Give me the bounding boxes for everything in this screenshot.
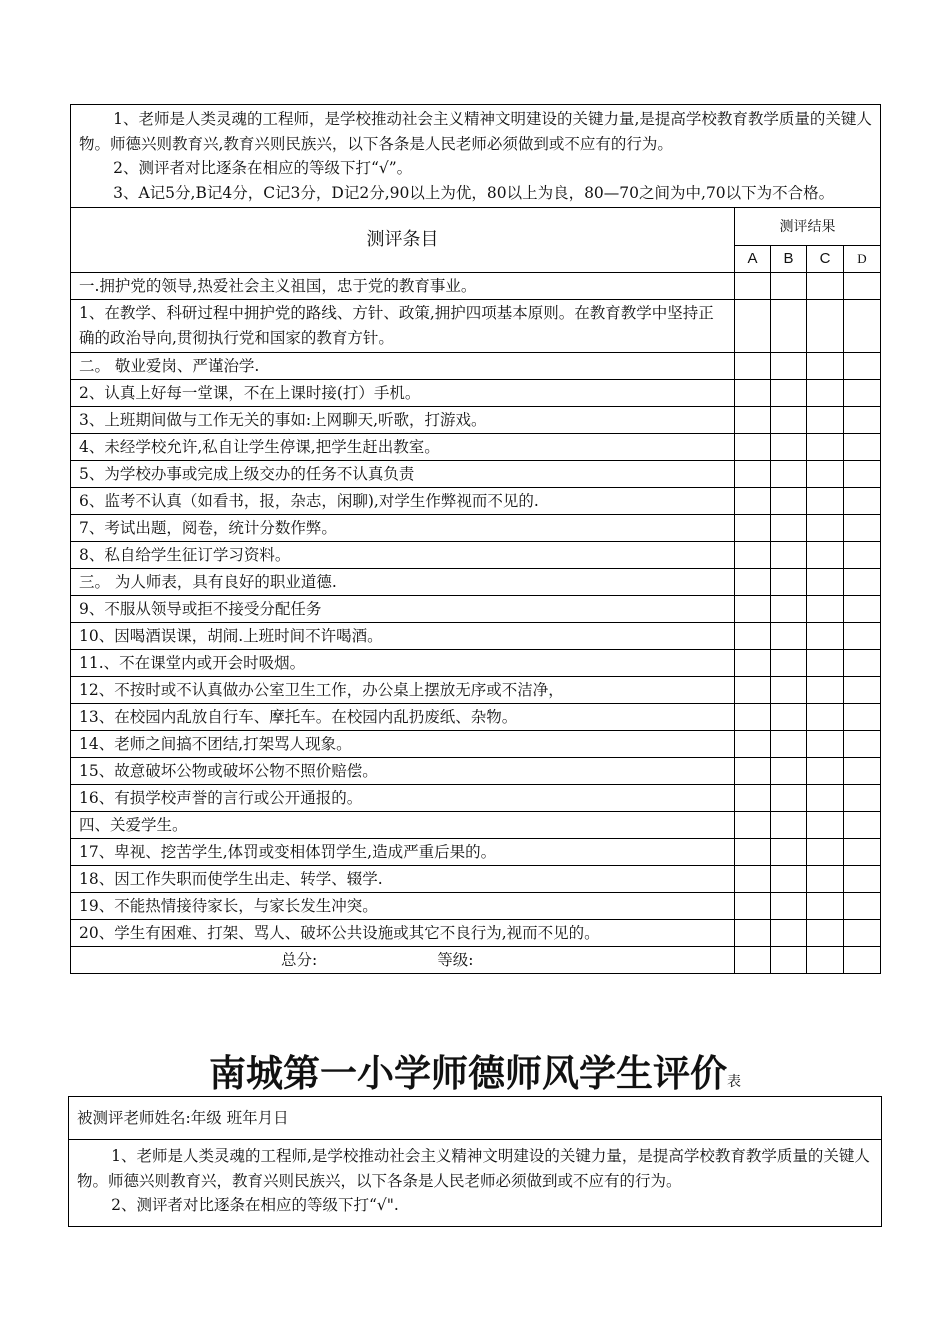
item-text: 13、在校园内乱放自行车、摩托车。在校园内乱扔废纸、杂物。 [71, 704, 735, 731]
grade-a-checkbox-cell[interactable] [735, 650, 771, 677]
grade-d-checkbox-cell[interactable] [844, 596, 881, 623]
grade-d-checkbox-cell[interactable] [844, 542, 881, 569]
grade-c-checkbox-cell[interactable] [807, 380, 844, 407]
grade-c-checkbox-cell[interactable] [807, 650, 844, 677]
grade-b-checkbox-cell[interactable] [771, 461, 807, 488]
grade-d-checkbox-cell[interactable] [844, 515, 881, 542]
item-text: 20、学生有困难、打架、骂人、破坏公共设施或其它不良行为,视而不见的。 [71, 920, 735, 947]
grade-a-checkbox-cell[interactable] [735, 461, 771, 488]
total-grade-c-cell [807, 947, 844, 974]
item-text: 2、认真上好每一堂课，不在上课时接(打）手机。 [71, 380, 735, 407]
table-row [71, 380, 881, 407]
grade-b-checkbox-cell[interactable] [771, 893, 807, 920]
instruction-3: 3、A记5分,B记4分，C记3分，D记2分,90以上为优，80以上为良，80—70之间为中,70以下为不合格。 [113, 183, 835, 202]
table-row [71, 300, 881, 353]
item-text: 19、不能热情接待家长，与家长发生冲突。 [71, 893, 735, 920]
total-score-label: 总分: [281, 951, 318, 969]
grade-level-label: 等级: [437, 951, 474, 969]
item-text: 16、有损学校声誉的言行或公开通报的。 [71, 785, 735, 812]
grade-c-checkbox-cell[interactable] [807, 488, 844, 515]
grade-d-checkbox-cell[interactable] [844, 866, 881, 893]
grade-d-checkbox-cell[interactable] [844, 704, 881, 731]
table-row [71, 839, 881, 866]
table-row [71, 650, 881, 677]
grade-c-checkbox-cell[interactable] [807, 704, 844, 731]
item-column-header: 测评条目 [71, 208, 735, 273]
item-text: 18、因工作失职而使学生出走、转学、辍学. [71, 866, 735, 893]
grade-b-header: B [771, 246, 807, 273]
second-form-table [68, 1096, 882, 1227]
grade-c-checkbox-cell[interactable] [807, 407, 844, 434]
item-text: 14、老师之间搞不团结,打架骂人现象。 [71, 731, 735, 758]
grade-b-checkbox-cell[interactable] [771, 569, 807, 596]
item-text: 二。 敬业爱岗、严谨治学. [71, 353, 735, 380]
table-row [71, 461, 881, 488]
table-row [71, 353, 881, 380]
table-row [71, 677, 881, 704]
table-row [71, 569, 881, 596]
item-text: 6、监考不认真（如看书，报，杂志，闲聊),对学生作弊视而不见的. [71, 488, 735, 515]
item-text: 8、私自给学生征订学习资料。 [71, 542, 735, 569]
grade-a-checkbox-cell[interactable] [735, 515, 771, 542]
total-grade-b-cell [771, 947, 807, 974]
grade-a-checkbox-cell[interactable] [735, 596, 771, 623]
grade-b-checkbox-cell[interactable] [771, 542, 807, 569]
item-text: 三。 为人师表，具有良好的职业道德. [71, 569, 735, 596]
grade-b-checkbox-cell[interactable] [771, 839, 807, 866]
table-row [71, 273, 881, 300]
grade-b-checkbox-cell[interactable] [771, 300, 807, 353]
grade-a-checkbox-cell[interactable] [735, 704, 771, 731]
grade-b-checkbox-cell[interactable] [771, 704, 807, 731]
grade-a-checkbox-cell[interactable] [735, 785, 771, 812]
grade-d-checkbox-cell[interactable] [844, 407, 881, 434]
grade-a-checkbox-cell[interactable] [735, 758, 771, 785]
grade-b-checkbox-cell[interactable] [771, 758, 807, 785]
grade-a-checkbox-cell[interactable] [735, 677, 771, 704]
table-row [71, 704, 881, 731]
grade-c-checkbox-cell[interactable] [807, 758, 844, 785]
grade-d-checkbox-cell[interactable] [844, 434, 881, 461]
instructions [71, 105, 881, 208]
grade-b-checkbox-cell[interactable] [771, 434, 807, 461]
grade-d-checkbox-cell[interactable] [844, 758, 881, 785]
grade-c-checkbox-cell[interactable] [807, 920, 844, 947]
grade-c-checkbox-cell[interactable] [807, 461, 844, 488]
item-text: 1、在教学、科研过程中拥护党的路线、方针、政策,拥护四项基本原则。在教育教学中坚持正确的政治导向,贯彻执行党和国家的教育方针。 [71, 300, 735, 353]
table-row [71, 866, 881, 893]
grade-c-checkbox-cell[interactable] [807, 623, 844, 650]
grade-a-checkbox-cell[interactable] [735, 273, 771, 300]
grade-c-checkbox-cell[interactable] [807, 812, 844, 839]
grade-d-checkbox-cell[interactable] [844, 488, 881, 515]
item-text: 四、关爱学生。 [71, 812, 735, 839]
grade-b-checkbox-cell[interactable] [771, 866, 807, 893]
item-text: 7、考试出题，阅卷，统计分数作弊。 [71, 515, 735, 542]
second-instruction-1: 1、老师是人类灵魂的工程师,是学校推动社会主义精神文明建设的关键力量，是提高学校教育教学质量的关键人物。师德兴则教育兴，教育兴则民族兴，以下各条是人民老师必须做到或不应有的行为。 [77, 1147, 870, 1190]
grade-a-checkbox-cell[interactable] [735, 488, 771, 515]
total-grade-a-cell [735, 947, 771, 974]
grade-a-checkbox-cell[interactable] [735, 542, 771, 569]
grade-b-checkbox-cell[interactable] [771, 623, 807, 650]
grade-c-checkbox-cell[interactable] [807, 596, 844, 623]
grade-d-checkbox-cell[interactable] [844, 380, 881, 407]
evaluation-table [70, 104, 881, 974]
table-row [71, 596, 881, 623]
grade-a-checkbox-cell[interactable] [735, 407, 771, 434]
table-row [71, 758, 881, 785]
grade-d-checkbox-cell[interactable] [844, 785, 881, 812]
grade-b-checkbox-cell[interactable] [771, 273, 807, 300]
form-title-suffix: 表 [727, 1074, 741, 1090]
table-row [71, 920, 881, 947]
grade-b-checkbox-cell[interactable] [771, 650, 807, 677]
instruction-1: 1、老师是人类灵魂的工程师，是学校推动社会主义精神文明建设的关键力量,是提高学校教育教学质量的关键人物。师德兴则教育兴,教育兴则民族兴，以下各条是人民老师必须做到或不应有的行为。 [79, 110, 872, 153]
grade-b-checkbox-cell[interactable] [771, 515, 807, 542]
grade-a-checkbox-cell[interactable] [735, 300, 771, 353]
grade-c-checkbox-cell[interactable] [807, 785, 844, 812]
evaluation-form [70, 104, 880, 974]
table-row [71, 893, 881, 920]
teacher-info-line: 被测评老师姓名:年级 班年月日 [69, 1097, 882, 1140]
grade-d-checkbox-cell[interactable] [844, 650, 881, 677]
grade-c-checkbox-cell[interactable] [807, 866, 844, 893]
grade-b-checkbox-cell[interactable] [771, 353, 807, 380]
grade-a-checkbox-cell[interactable] [735, 920, 771, 947]
grade-b-checkbox-cell[interactable] [771, 380, 807, 407]
grade-b-checkbox-cell[interactable] [771, 677, 807, 704]
grade-c-checkbox-cell[interactable] [807, 569, 844, 596]
table-row [71, 488, 881, 515]
grade-d-checkbox-cell[interactable] [844, 731, 881, 758]
table-row [71, 623, 881, 650]
grade-b-checkbox-cell[interactable] [771, 596, 807, 623]
result-column-header: 测评结果 [735, 208, 881, 246]
grade-b-checkbox-cell[interactable] [771, 731, 807, 758]
grade-b-checkbox-cell[interactable] [771, 920, 807, 947]
grade-b-checkbox-cell[interactable] [771, 407, 807, 434]
grade-c-checkbox-cell[interactable] [807, 542, 844, 569]
grade-d-checkbox-cell[interactable] [844, 893, 881, 920]
item-text: 3、上班期间做与工作无关的事如:上网聊天,听歌，打游戏。 [71, 407, 735, 434]
grade-d-checkbox-cell[interactable] [844, 839, 881, 866]
grade-c-checkbox-cell[interactable] [807, 353, 844, 380]
grade-d-checkbox-cell[interactable] [844, 677, 881, 704]
grade-c-checkbox-cell[interactable] [807, 300, 844, 353]
grade-d-checkbox-cell[interactable] [844, 461, 881, 488]
item-text: 5、为学校办事或完成上级交办的任务不认真负责 [71, 461, 735, 488]
item-text: 10、因喝酒误课，胡闹.上班时间不许喝酒。 [71, 623, 735, 650]
table-row [71, 434, 881, 461]
grade-d-checkbox-cell[interactable] [844, 353, 881, 380]
grade-a-checkbox-cell[interactable] [735, 569, 771, 596]
grade-a-checkbox-cell[interactable] [735, 866, 771, 893]
grade-c-checkbox-cell[interactable] [807, 731, 844, 758]
second-instruction-2: 2、测评者对比逐条在相应的等级下打“√". [111, 1196, 399, 1214]
grade-b-checkbox-cell[interactable] [771, 785, 807, 812]
table-row [71, 515, 881, 542]
item-text: 4、未经学校允许,私自让学生停课,把学生赶出教室。 [71, 434, 735, 461]
item-text: 9、不服从领导或拒不接受分配任务 [71, 596, 735, 623]
grade-c-checkbox-cell[interactable] [807, 515, 844, 542]
grade-a-header: A [735, 246, 771, 273]
grade-a-checkbox-cell[interactable] [735, 839, 771, 866]
total-grade-d-cell [844, 947, 881, 974]
grade-a-checkbox-cell[interactable] [735, 812, 771, 839]
table-row [71, 812, 881, 839]
grade-d-checkbox-cell[interactable] [844, 569, 881, 596]
item-text: 15、故意破坏公物或破坏公物不照价赔偿。 [71, 758, 735, 785]
table-row [71, 542, 881, 569]
table-row [71, 731, 881, 758]
grade-c-checkbox-cell[interactable] [807, 893, 844, 920]
item-text: 12、不按时或不认真做办公室卫生工作，办公桌上摆放无序或不洁净， [71, 677, 735, 704]
grade-d-checkbox-cell[interactable] [844, 273, 881, 300]
grade-d-checkbox-cell[interactable] [844, 300, 881, 353]
grade-b-checkbox-cell[interactable] [771, 812, 807, 839]
table-row [71, 407, 881, 434]
item-text: 一.拥护党的领导,热爱社会主义祖国，忠于党的教育事业。 [71, 273, 735, 300]
grade-a-checkbox-cell[interactable] [735, 731, 771, 758]
instruction-2: 2、测评者对比逐条在相应的等级下打“√”。 [113, 159, 413, 177]
grade-d-checkbox-cell[interactable] [844, 623, 881, 650]
grade-c-checkbox-cell[interactable] [807, 434, 844, 461]
grade-a-checkbox-cell[interactable] [735, 434, 771, 461]
grade-a-checkbox-cell[interactable] [735, 623, 771, 650]
item-text: 11.、不在课堂内或开会时吸烟。 [71, 650, 735, 677]
item-text: 17、卑视、挖苦学生,体罚或变相体罚学生,造成严重后果的。 [71, 839, 735, 866]
grade-d-checkbox-cell[interactable] [844, 920, 881, 947]
table-row [71, 785, 881, 812]
total-cell [71, 947, 735, 974]
grade-c-header: C [807, 246, 844, 273]
grade-c-checkbox-cell[interactable] [807, 839, 844, 866]
grade-c-checkbox-cell[interactable] [807, 273, 844, 300]
grade-a-checkbox-cell[interactable] [735, 893, 771, 920]
grade-a-checkbox-cell[interactable] [735, 353, 771, 380]
grade-c-checkbox-cell[interactable] [807, 677, 844, 704]
grade-b-checkbox-cell[interactable] [771, 488, 807, 515]
form-title-main: 南城第一小学师德师风学生评价 [209, 1052, 727, 1095]
grade-d-checkbox-cell[interactable] [844, 812, 881, 839]
second-instructions [69, 1140, 882, 1227]
grade-d-header: D [844, 246, 881, 273]
total-row [71, 947, 881, 974]
grade-a-checkbox-cell[interactable] [735, 380, 771, 407]
second-form [68, 1096, 882, 1227]
